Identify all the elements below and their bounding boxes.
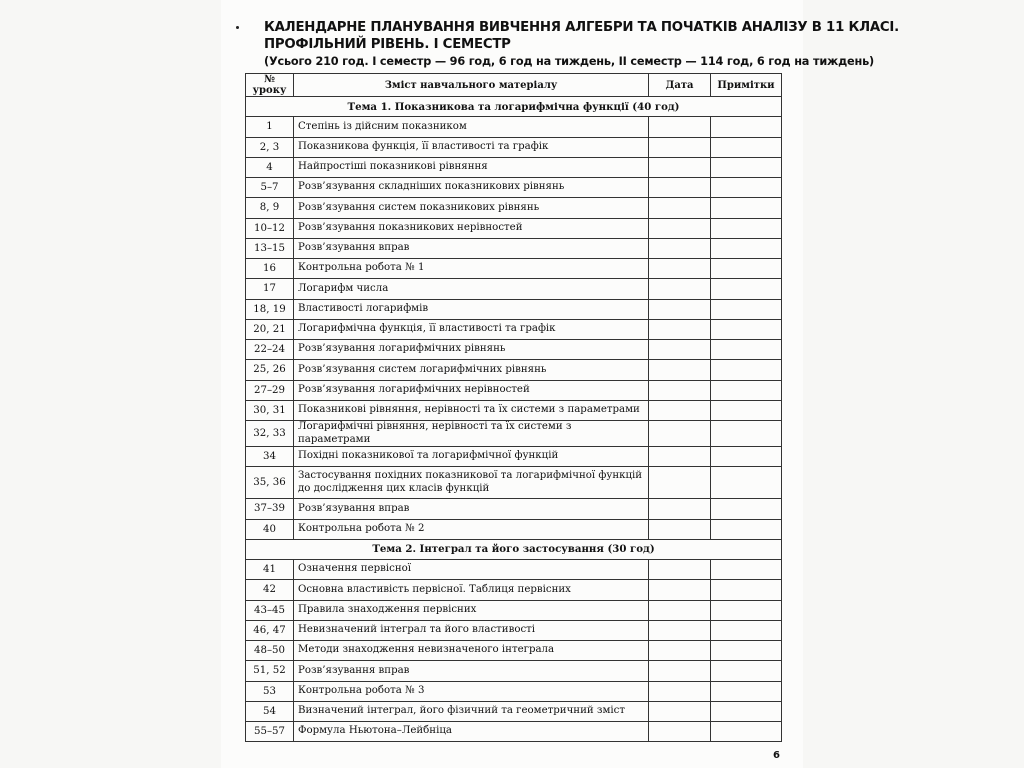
lesson-topic-cell: Розв’язування систем логарифмічних рівнянь bbox=[294, 360, 649, 380]
table-row bbox=[246, 340, 782, 360]
notes-cell bbox=[711, 467, 782, 499]
date-cell bbox=[649, 259, 711, 279]
lesson-topic-cell: Основна властивість первісної. Таблиця первісних bbox=[294, 580, 649, 600]
table-row bbox=[246, 499, 782, 519]
table-row bbox=[246, 178, 782, 198]
notes-cell bbox=[711, 421, 782, 447]
notes-cell bbox=[711, 238, 782, 258]
lesson-topic-cell: Розв’язування систем показникових рівнянь bbox=[294, 198, 649, 218]
lesson-number-cell: 1 bbox=[246, 117, 294, 137]
lesson-number-cell: 8, 9 bbox=[246, 198, 294, 218]
date-cell bbox=[649, 421, 711, 447]
notes-cell bbox=[711, 198, 782, 218]
table-row bbox=[246, 421, 782, 447]
lesson-number-cell: 40 bbox=[246, 519, 294, 539]
date-cell bbox=[649, 661, 711, 681]
table-row bbox=[246, 360, 782, 380]
table-row bbox=[246, 600, 782, 620]
title-line-1: КАЛЕНДАРНЕ ПЛАНУВАННЯ ВИВЧЕННЯ АЛГЕБРИ ТА ПОЧАТКІВ АНАЛІЗУ В 11 КЛАСІ. bbox=[264, 20, 899, 35]
lesson-topic-cell: Визначений інтеграл, його фізичний та геометричний зміст bbox=[294, 701, 649, 721]
lesson-number-cell: 41 bbox=[246, 560, 294, 580]
section-title: Тема 2. Інтеграл та його застосування (30 год) bbox=[246, 539, 782, 559]
table-row bbox=[246, 400, 782, 420]
lesson-topic-cell: Розв’язування логарифмічних рівнянь bbox=[294, 340, 649, 360]
lesson-number-cell: 34 bbox=[246, 447, 294, 467]
date-cell bbox=[649, 238, 711, 258]
date-cell bbox=[649, 380, 711, 400]
table-header-row bbox=[246, 74, 782, 97]
notes-cell bbox=[711, 701, 782, 721]
lesson-topic-cell: Розв’язування логарифмічних нерівностей bbox=[294, 380, 649, 400]
lesson-number-cell: 53 bbox=[246, 681, 294, 701]
lesson-number-cell: 42 bbox=[246, 580, 294, 600]
lesson-topic-cell: Невизначений інтеграл та його властивості bbox=[294, 620, 649, 640]
table-row bbox=[246, 218, 782, 238]
lesson-topic-cell: Показникова функція, її властивості та графік bbox=[294, 137, 649, 157]
lesson-topic-cell: Застосування похідних показникової та логарифмічної функцій до дослідження цих класів функцій bbox=[294, 467, 649, 499]
table-row bbox=[246, 238, 782, 258]
date-cell bbox=[649, 620, 711, 640]
date-cell bbox=[649, 580, 711, 600]
lesson-number-cell: 13–15 bbox=[246, 238, 294, 258]
notes-cell bbox=[711, 499, 782, 519]
notes-cell bbox=[711, 178, 782, 198]
document-header bbox=[264, 19, 899, 69]
date-cell bbox=[649, 360, 711, 380]
section-row bbox=[246, 97, 782, 117]
lesson-number-cell: 20, 21 bbox=[246, 319, 294, 339]
date-cell bbox=[649, 681, 711, 701]
date-cell bbox=[649, 279, 711, 299]
lesson-topic-cell: Розв’язування вправ bbox=[294, 238, 649, 258]
date-cell bbox=[649, 299, 711, 319]
lesson-number-cell: 18, 19 bbox=[246, 299, 294, 319]
notes-cell bbox=[711, 580, 782, 600]
section-row bbox=[246, 539, 782, 559]
table-row bbox=[246, 681, 782, 701]
lesson-topic-cell: Означення первісної bbox=[294, 560, 649, 580]
table-row bbox=[246, 259, 782, 279]
lesson-topic-cell: Найпростіші показникові рівняння bbox=[294, 157, 649, 177]
lesson-number-cell: 37–39 bbox=[246, 499, 294, 519]
table-row bbox=[246, 447, 782, 467]
lesson-topic-cell: Формула Ньютона–Лейбніца bbox=[294, 722, 649, 742]
lesson-topic-cell: Похідні показникової та логарифмічної функцій bbox=[294, 447, 649, 467]
table-row bbox=[246, 580, 782, 600]
notes-cell bbox=[711, 299, 782, 319]
ink-dot bbox=[236, 26, 239, 29]
notes-cell bbox=[711, 641, 782, 661]
column-header-notes: Примітки bbox=[711, 74, 782, 97]
date-cell bbox=[649, 560, 711, 580]
table-row bbox=[246, 661, 782, 681]
notes-cell bbox=[711, 157, 782, 177]
page-number: 6 bbox=[773, 750, 780, 761]
lesson-number-cell: 48–50 bbox=[246, 641, 294, 661]
date-cell bbox=[649, 641, 711, 661]
lesson-topic-cell: Логарифм числа bbox=[294, 279, 649, 299]
table-row bbox=[246, 722, 782, 742]
notes-cell bbox=[711, 259, 782, 279]
lesson-number-cell: 27–29 bbox=[246, 380, 294, 400]
table-row bbox=[246, 467, 782, 499]
lesson-number-cell: 54 bbox=[246, 701, 294, 721]
lesson-number-cell: 32, 33 bbox=[246, 421, 294, 447]
date-cell bbox=[649, 178, 711, 198]
date-cell bbox=[649, 319, 711, 339]
lesson-topic-cell: Правила знаходження первісних bbox=[294, 600, 649, 620]
date-cell bbox=[649, 701, 711, 721]
notes-cell bbox=[711, 360, 782, 380]
date-cell bbox=[649, 218, 711, 238]
table-row bbox=[246, 641, 782, 661]
lesson-topic-cell: Розв’язування вправ bbox=[294, 661, 649, 681]
column-header-content: Зміст навчального матеріалу bbox=[294, 74, 649, 97]
lesson-topic-cell: Показникові рівняння, нерівності та їх системи з параметрами bbox=[294, 400, 649, 420]
notes-cell bbox=[711, 447, 782, 467]
notes-cell bbox=[711, 600, 782, 620]
table-row bbox=[246, 701, 782, 721]
notes-cell bbox=[711, 340, 782, 360]
table-row bbox=[246, 560, 782, 580]
notes-cell bbox=[711, 620, 782, 640]
subtitle: (Усього 210 год. І семестр — 96 год, 6 год на тиждень, ІІ семестр — 114 год, 6 год на тиждень) bbox=[264, 55, 874, 68]
lesson-topic-cell: Методи знаходження невизначеного інтеграла bbox=[294, 641, 649, 661]
notes-cell bbox=[711, 117, 782, 137]
notes-cell bbox=[711, 560, 782, 580]
lesson-topic-cell: Розв’язування вправ bbox=[294, 499, 649, 519]
notes-cell bbox=[711, 400, 782, 420]
table-body bbox=[246, 97, 782, 742]
table-row bbox=[246, 299, 782, 319]
table-row bbox=[246, 137, 782, 157]
date-cell bbox=[649, 198, 711, 218]
notes-cell bbox=[711, 380, 782, 400]
date-cell bbox=[649, 600, 711, 620]
table-row bbox=[246, 519, 782, 539]
lesson-topic-cell: Розв’язування складніших показникових рівнянь bbox=[294, 178, 649, 198]
lesson-topic-cell: Розв’язування показникових нерівностей bbox=[294, 218, 649, 238]
lesson-number-cell: 22–24 bbox=[246, 340, 294, 360]
lesson-plan-table bbox=[245, 73, 782, 742]
column-header-lesson-number: № уроку bbox=[246, 74, 294, 97]
notes-cell bbox=[711, 137, 782, 157]
lesson-topic-cell: Логарифмічна функція, її властивості та графік bbox=[294, 319, 649, 339]
table-row bbox=[246, 279, 782, 299]
date-cell bbox=[649, 467, 711, 499]
notes-cell bbox=[711, 319, 782, 339]
notes-cell bbox=[711, 279, 782, 299]
date-cell bbox=[649, 722, 711, 742]
table-row bbox=[246, 380, 782, 400]
lesson-topic-cell: Логарифмічні рівняння, нерівності та їх системи з параметрами bbox=[294, 421, 649, 447]
lesson-number-cell: 10–12 bbox=[246, 218, 294, 238]
notes-cell bbox=[711, 218, 782, 238]
lesson-topic-cell: Властивості логарифмів bbox=[294, 299, 649, 319]
date-cell bbox=[649, 400, 711, 420]
notes-cell bbox=[711, 681, 782, 701]
date-cell bbox=[649, 499, 711, 519]
lesson-number-cell: 55–57 bbox=[246, 722, 294, 742]
lesson-number-cell: 35, 36 bbox=[246, 467, 294, 499]
table-row bbox=[246, 157, 782, 177]
notes-cell bbox=[711, 519, 782, 539]
date-cell bbox=[649, 117, 711, 137]
lesson-number-cell: 25, 26 bbox=[246, 360, 294, 380]
table-row bbox=[246, 198, 782, 218]
date-cell bbox=[649, 447, 711, 467]
lesson-number-cell: 4 bbox=[246, 157, 294, 177]
lesson-topic-cell: Контрольна робота № 1 bbox=[294, 259, 649, 279]
date-cell bbox=[649, 519, 711, 539]
lesson-topic-cell: Контрольна робота № 3 bbox=[294, 681, 649, 701]
table-row bbox=[246, 319, 782, 339]
lesson-number-cell: 43–45 bbox=[246, 600, 294, 620]
notes-cell bbox=[711, 661, 782, 681]
lesson-number-cell: 30, 31 bbox=[246, 400, 294, 420]
title-line-2: ПРОФІЛЬНИЙ РІВЕНЬ. І СЕМЕСТР bbox=[264, 37, 511, 52]
date-cell bbox=[649, 137, 711, 157]
lesson-topic-cell: Контрольна робота № 2 bbox=[294, 519, 649, 539]
section-title: Тема 1. Показникова та логарифмічна функції (40 год) bbox=[246, 97, 782, 117]
date-cell bbox=[649, 340, 711, 360]
lesson-number-cell: 16 bbox=[246, 259, 294, 279]
column-header-date: Дата bbox=[649, 74, 711, 97]
lesson-number-cell: 46, 47 bbox=[246, 620, 294, 640]
lesson-number-cell: 5–7 bbox=[246, 178, 294, 198]
table-row bbox=[246, 117, 782, 137]
lesson-number-cell: 17 bbox=[246, 279, 294, 299]
table-row bbox=[246, 620, 782, 640]
lesson-topic-cell: Степінь із дійсним показником bbox=[294, 117, 649, 137]
date-cell bbox=[649, 157, 711, 177]
notes-cell bbox=[711, 722, 782, 742]
lesson-number-cell: 2, 3 bbox=[246, 137, 294, 157]
lesson-number-cell: 51, 52 bbox=[246, 661, 294, 681]
